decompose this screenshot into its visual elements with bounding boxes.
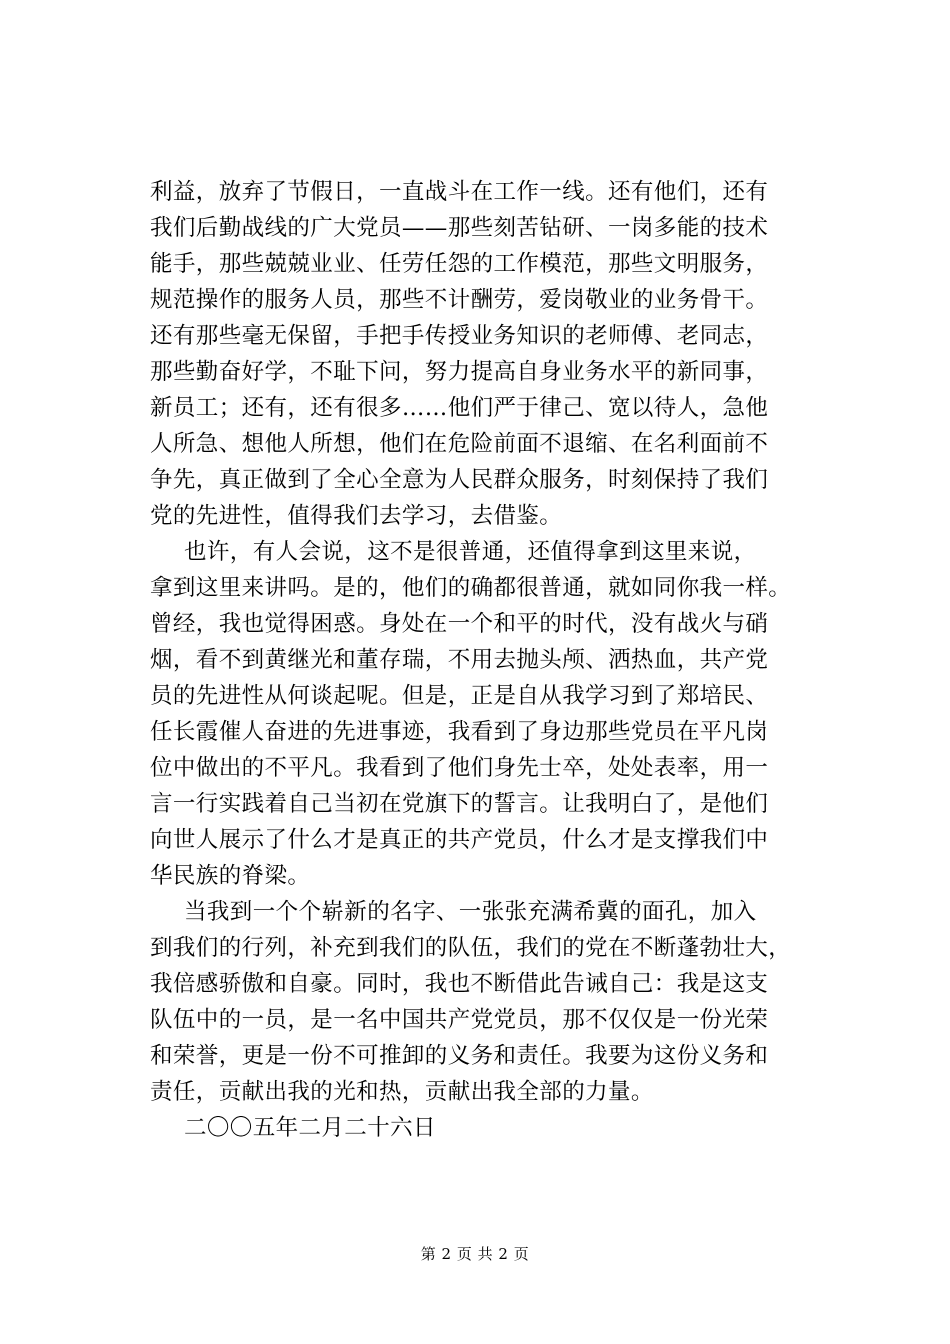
text-line: 任长霞催人奋进的先进事迹，我看到了身边那些党员在平凡岗 bbox=[150, 719, 769, 745]
text-line: 曾经，我也觉得困惑。身处在一个和平的时代，没有战火与硝 bbox=[150, 611, 769, 637]
text-line: 员的先进性从何谈起呢。但是，正是自从我学习到了郑培民、 bbox=[150, 683, 769, 709]
text-line: 和荣誉，更是一份不可推卸的义务和责任。我要为这份义务和 bbox=[150, 1043, 769, 1069]
text-line: 队伍中的一员，是一名中国共产党党员，那不仅仅是一份光荣 bbox=[150, 1007, 769, 1033]
text-line: 拿到这里来讲吗。是的，他们的确都很普通，就如同你我一样。 bbox=[150, 575, 792, 601]
text-line: 言一行实践着自己当初在党旗下的誓言。让我明白了，是他们 bbox=[150, 791, 769, 817]
text-line: 争先，真正做到了全心全意为人民群众服务，时刻保持了我们 bbox=[150, 467, 769, 493]
text-line: 人所急、想他人所想，他们在危险前面不退缩、在名利面前不 bbox=[150, 431, 769, 457]
text-line: 烟，看不到黄继光和董存瑞，不用去抛头颅、洒热血，共产党 bbox=[150, 647, 769, 673]
text-line: 新员工；还有，还有很多……他们严于律己、宽以待人，急他 bbox=[150, 395, 769, 421]
date-line: 二〇〇五年二月二十六日 bbox=[184, 1115, 436, 1141]
text-line: 向世人展示了什么才是真正的共产党员，什么才是支撑我们中 bbox=[150, 827, 769, 853]
page-number: 第 2 页 共 2 页 bbox=[420, 1245, 530, 1263]
text-line: 利益，放弃了节假日，一直战斗在工作一线。还有他们，还有 bbox=[150, 179, 769, 205]
text-line: 那些勤奋好学，不耻下问，努力提高自身业务水平的新同事， bbox=[150, 359, 769, 385]
text-line: 责任，贡献出我的光和热，贡献出我全部的力量。 bbox=[150, 1079, 654, 1105]
text-line: 我倍感骄傲和自豪。同时，我也不断借此告诫自己：我是这支 bbox=[150, 971, 769, 997]
text-line: 华民族的脊梁。 bbox=[150, 863, 311, 889]
document-body bbox=[150, 174, 840, 1146]
text-line: 规范操作的服务人员，那些不计酬劳，爱岗敬业的业务骨干。 bbox=[150, 287, 769, 313]
text-line: 位中做出的不平凡。我看到了他们身先士卒，处处表率，用一 bbox=[150, 755, 769, 781]
paragraph-first-line: 也许，有人会说，这不是很普通，还值得拿到这里来说， bbox=[184, 539, 757, 565]
text-line: 到我们的行列，补充到我们的队伍，我们的党在不断蓬勃壮大， bbox=[150, 935, 792, 961]
page-footer bbox=[0, 1244, 950, 1264]
text-line: 还有那些毫无保留，手把手传授业务知识的老师傅、老同志， bbox=[150, 323, 769, 349]
paragraph-first-line: 当我到一个个崭新的名字、一张张充满希冀的面孔，加入 bbox=[184, 899, 757, 925]
text-line: 党的先进性，值得我们去学习，去借鉴。 bbox=[150, 503, 563, 529]
text-line: 我们后勤战线的广大党员——那些刻苦钻研、一岗多能的技术 bbox=[150, 215, 769, 241]
text-line: 能手，那些兢兢业业、任劳任怨的工作模范，那些文明服务， bbox=[150, 251, 769, 277]
